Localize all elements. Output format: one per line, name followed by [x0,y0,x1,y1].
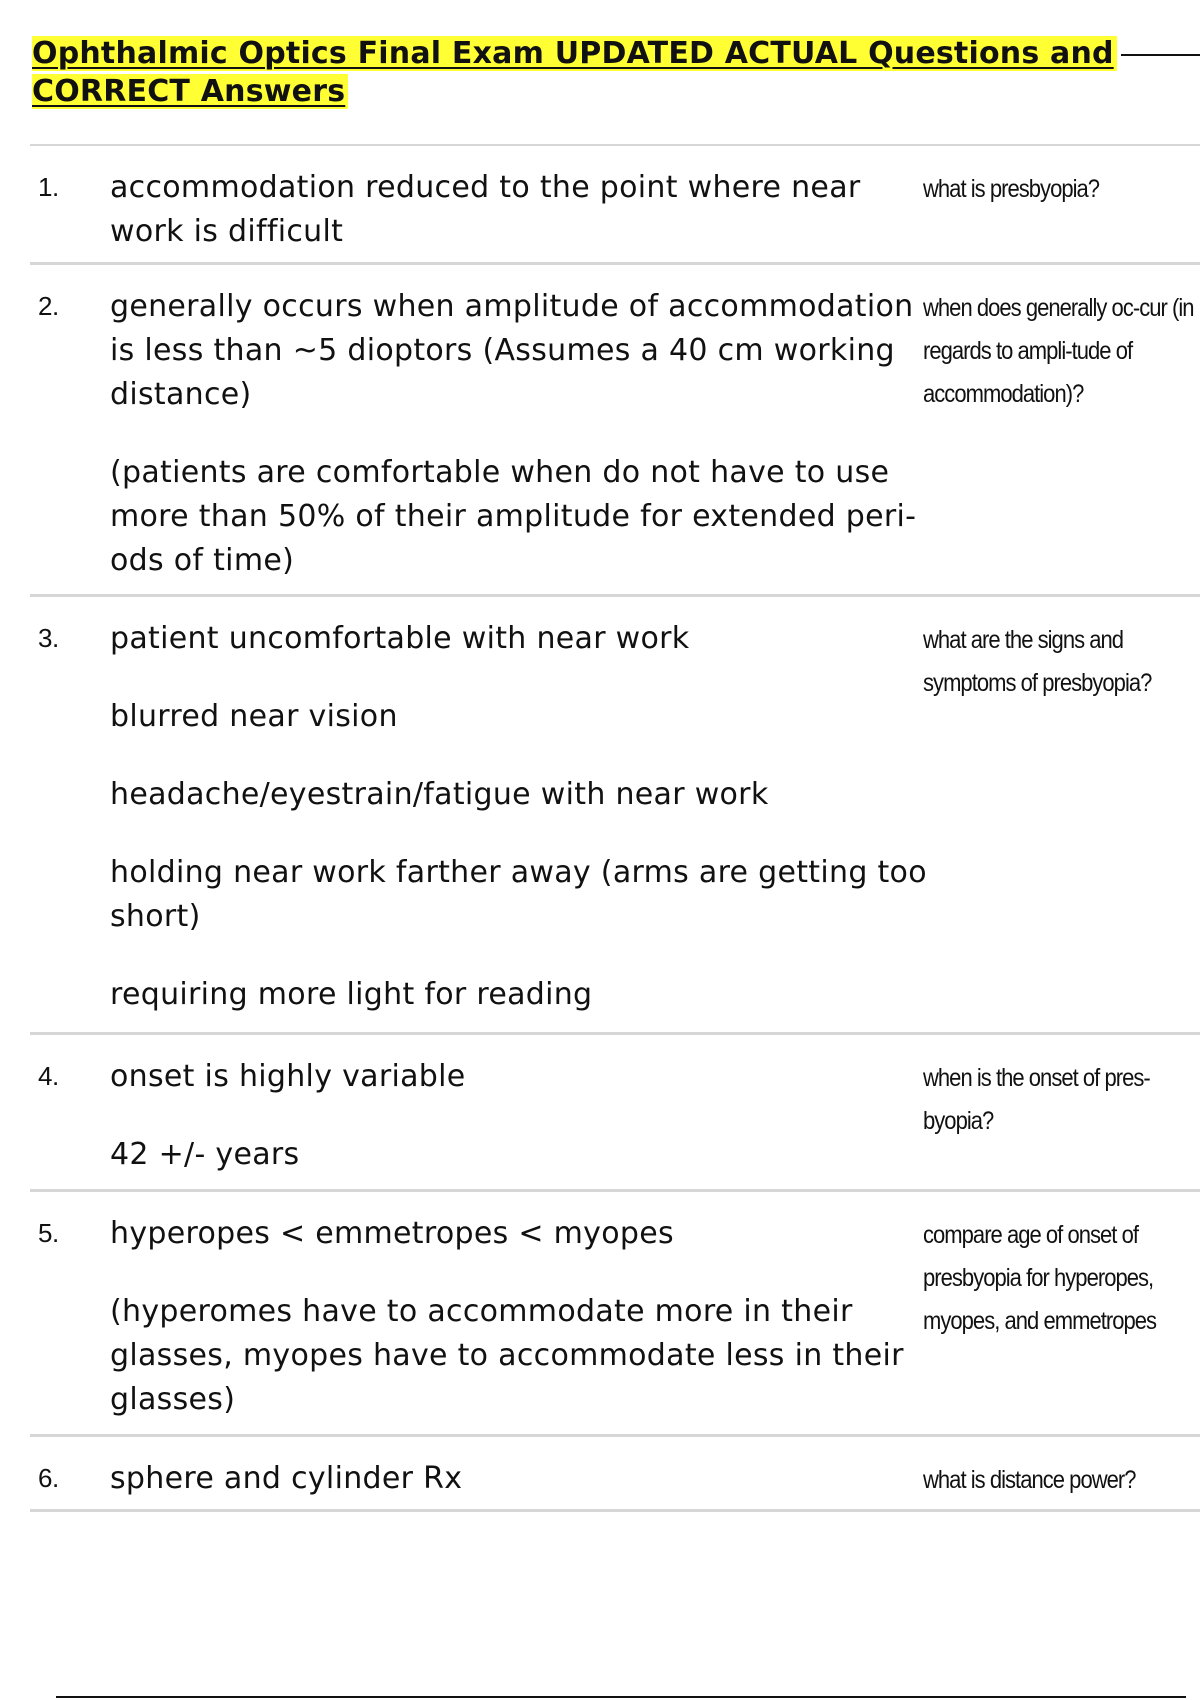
question-number: 5. [38,1218,59,1248]
answer-text: what is distance power? [923,1466,1136,1494]
question-text [110,617,940,1017]
question-paragraph: hyperopes < emmetropes < myopes [110,1216,674,1251]
question-paragraph: requiring more light for reading [110,977,593,1012]
answer-text: when is the onset of pres-byopia? [923,1064,1150,1135]
question-paragraph: (hyperomes have to accommodate more in their glasses, myopes have to accommodate less in their glasses) [110,1294,904,1417]
answer-text: what are the signs and symptoms of presbyopia? [923,626,1152,697]
question-number: 4. [38,1061,59,1091]
question-paragraph: accommodation reduced to the point where near work is difficult [110,170,861,249]
title-text-line-2: CORRECT Answers [32,74,348,109]
question-paragraph: (patients are comfortable when do not have to use more than 50% of their amplitude for extended peri-ods of time) [110,455,917,578]
qa-row-4 [30,1035,1200,1192]
title-rule [1121,54,1200,56]
title-line-1 [32,34,1152,72]
question-paragraph: 42 +/- years [110,1137,300,1172]
question-text [110,285,940,583]
question-paragraph: headache/eyestrain/fatigue with near work [110,777,769,812]
answer-text: when does generally oc-cur (in regards to ampli-tude of accommodation)? [923,294,1194,408]
answer-text: compare age of onset of presbyopia for hyperopes, myopes, and emmetropes [923,1221,1157,1335]
question-number: 1. [38,172,59,202]
question-number: 2. [38,291,59,321]
question-text [110,166,940,254]
page-footer-rule [56,1696,1186,1698]
qa-table [30,144,1200,1512]
qa-row-6 [30,1437,1200,1512]
qa-row-1 [30,146,1200,265]
qa-row-5 [30,1192,1200,1437]
qa-row-2 [30,265,1200,597]
document-title [32,34,1152,110]
qa-row-3 [30,597,1200,1035]
question-text [110,1212,940,1422]
question-paragraph: onset is highly variable [110,1059,466,1094]
question-paragraph: generally occurs when amplitude of accommodation is less than ~5 dioptors (Assumes a 40 cm working distance) [110,289,914,412]
question-text [110,1055,940,1177]
question-paragraph: sphere and cylinder Rx [110,1461,463,1496]
title-line-2 [32,72,1152,110]
question-number: 3. [38,623,59,653]
question-text [110,1457,940,1501]
answer-text: what is presbyopia? [923,175,1100,203]
title-text-line-1: Ophthalmic Optics Final Exam UPDATED ACTUAL Questions and [32,36,1117,71]
question-paragraph: patient uncomfortable with near work [110,621,690,656]
question-paragraph: blurred near vision [110,699,398,734]
question-paragraph: holding near work farther away (arms are getting too short) [110,855,927,934]
question-number: 6. [38,1463,59,1493]
